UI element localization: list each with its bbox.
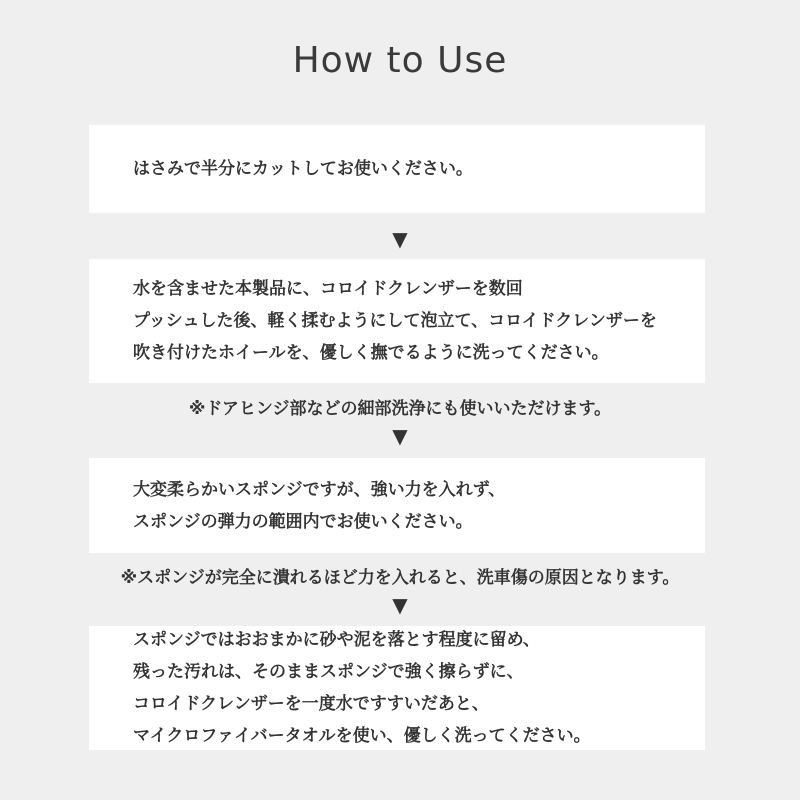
step-1-line-1: はさみで半分にカットしてお使いください。 — [133, 159, 473, 179]
page-title: How to Use — [292, 40, 508, 81]
step-1-card — [89, 125, 705, 213]
step-3-note: ※スポンジが完全に潰れるほど力を入れると、洗車傷の原因となります。 — [120, 568, 680, 588]
step-4-card — [89, 626, 705, 750]
step-4-line-3: コロイドクレンザーを一度水ですすいだあと、 — [133, 694, 489, 714]
step-2-card — [89, 259, 705, 383]
down-arrow-icon: ▼ — [392, 424, 408, 448]
step-4-line-2: 残った汚れは、そのままスポンジで強く擦らずに、 — [133, 662, 524, 682]
step-3-line-1: 大変柔らかいスポンジですが、強い力を入れず、 — [133, 479, 506, 500]
down-arrow-icon: ▼ — [392, 227, 408, 251]
step-3-line-2: スポンジの弾力の範囲内でお使いください。 — [133, 511, 473, 532]
step-2-line-3: 吹き付けたホイールを、優しく撫でるように洗ってください。 — [133, 343, 609, 363]
step-3-card — [89, 458, 705, 553]
down-arrow-icon: ▼ — [392, 593, 408, 617]
step-4-line-4: マイクロファイバータオルを使い、優しく洗ってください。 — [133, 726, 591, 746]
step-2-note: ※ドアヒンジ部などの細部洗浄にも使いいただけます。 — [188, 399, 612, 419]
step-4-line-1: スポンジではおおまかに砂や泥を落とす程度に留め、 — [133, 630, 540, 650]
step-2-line-1: 水を含ませた本製品に、コロイドクレンザーを数回 — [133, 279, 523, 299]
step-2-line-2: プッシュした後、軽く揉むようにして泡立て、コロイドクレンザーを — [133, 311, 657, 331]
